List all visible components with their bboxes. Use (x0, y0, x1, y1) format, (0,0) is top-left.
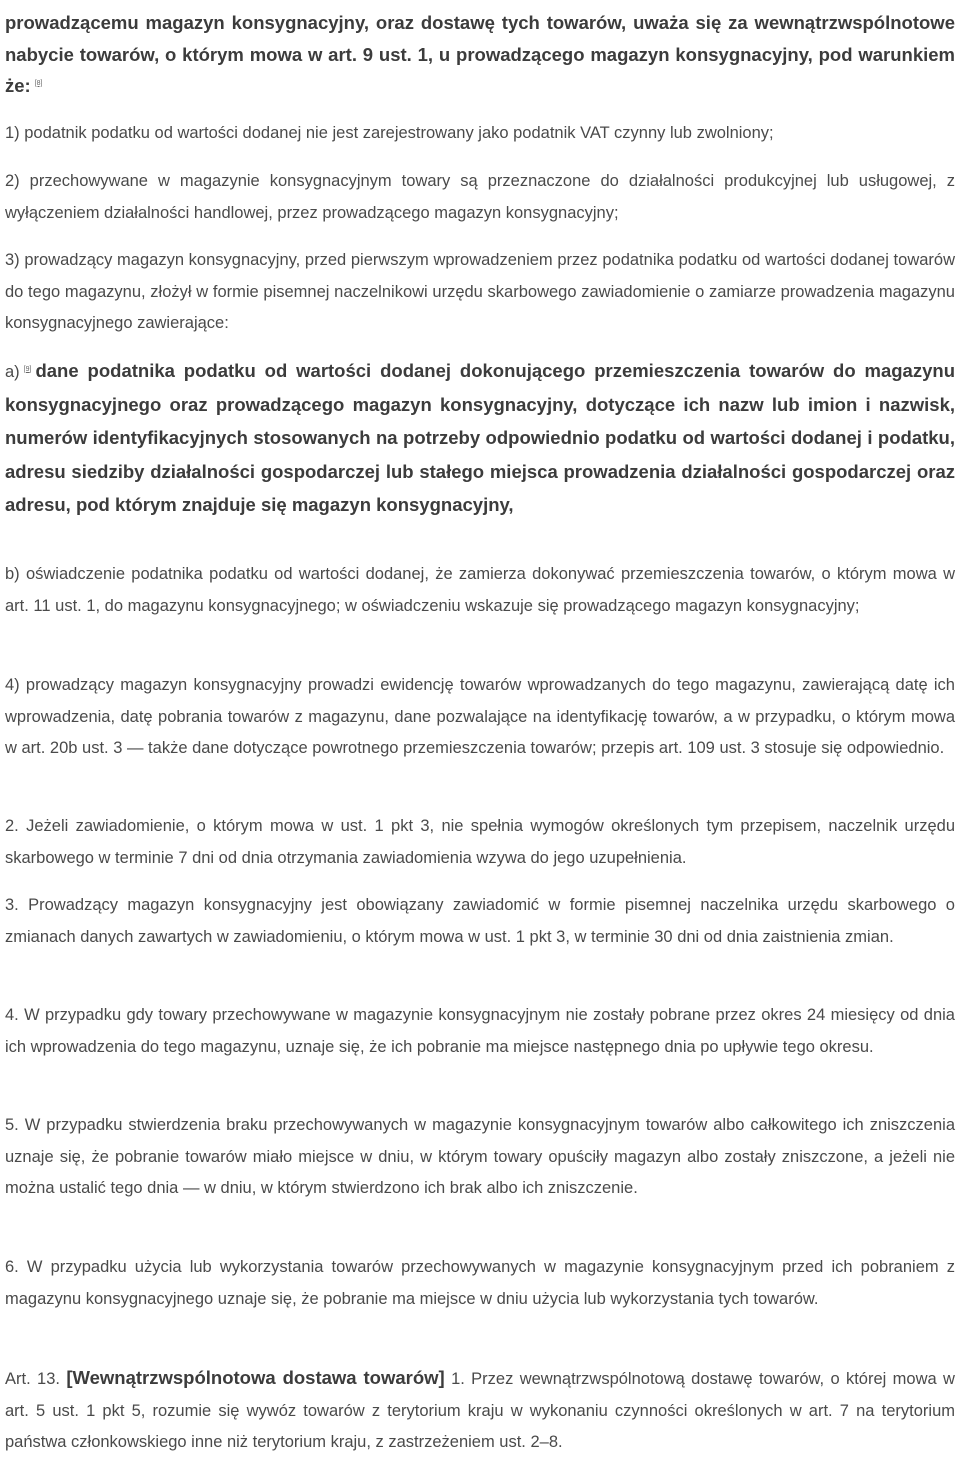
point-4: 4) prowadzący magazyn konsygnacyjny prowadzi ewidencję towarów wprowadzanych do tego magazynu, zawierającą datę ich wprowadzenia, datę pobrania towarów z magazynu, dane pozwalające na identyfikację towarów, a w przypadku, o którym mowa w art. 20b ust. 3 — także dane dotyczące powrotnego przemieszczenia towarów; przepis art. 109 ust. 3 stosuje się odpowiednio. (5, 676, 955, 757)
article-13-title: [Wewnątrzwspólnotowa dostawa towarów] (66, 1367, 445, 1388)
intro-text: prowadzącemu magazyn konsygnacyjny, oraz dostawę tych towarów, uważa się za wewnątrzwspólnotowe nabycie towarów, o którym mowa w art. 9 ust. 1, u prowadzącego magazyn konsygnacyjny, pod warunkiem że: (5, 12, 955, 96)
section-2: 2. Jeżeli zawiadomienie, o którym mowa w ust. 1 pkt 3, nie spełnia wymogów określonych tym przepisem, naczelnik urzędu skarbowego w terminie 7 dni od dnia otrzymania zawiadomienia wzywa do jego uzupełnienia. (5, 817, 955, 867)
section-4: 4. W przypadku gdy towary przechowywane w magazynie konsygnacyjnym nie zostały pobrane przez okres 24 miesięcy od dnia ich wprowadzenia do tego magazynu, uznaje się, że ich pobranie ma miejsce następnego dnia po upływie tego okresu. (5, 1006, 955, 1056)
intro-paragraph (5, 7, 955, 102)
footnote-link-8[interactable]: [8] (34, 79, 43, 87)
footnote-link-9[interactable]: [9] (23, 365, 32, 373)
point-2: 2) przechowywane w magazynie konsygnacyjnym towary są przeznaczone do działalności produkcyjnej lub usługowej, z wyłączeniem działalności handlowej, przez prowadzącego magazyn konsygnacyjny; (5, 172, 955, 222)
point-a (5, 355, 955, 523)
point-3: 3) prowadzący magazyn konsygnacyjny, przed pierwszym wprowadzeniem przez podatnika podatku od wartości dodanej towarów do tego magazynu, złożył w formie pisemnej naczelnikowi urzędu skarbowego zawiadomienie o zamiarze prowadzenia magazynu konsygnacyjnego zawierające: (5, 251, 955, 332)
article-13 (5, 1362, 955, 1459)
point-b: b) oświadczenie podatnika podatku od wartości dodanej, że zamierza dokonywać przemieszczenia towarów, o którym mowa w art. 11 ust. 1, do magazynu konsygnacyjnego; w oświadczeniu wskazuje się prowadzącego magazyn konsygnacyjny; (5, 565, 955, 615)
section-5: 5. W przypadku stwierdzenia braku przechowywanych w magazynie konsygnacyjnym towarów albo całkowitego ich zniszczenia uznaje się, że pobranie towarów miało miejsce w dniu, w którym towary opuściły magazyn albo zostały zniszczone, a jeżeli nie można ustalić tego dnia — w dniu, w którym stwierdzono ich brak albo ich zniszczenie. (5, 1116, 955, 1197)
section-3: 3. Prowadzący magazyn konsygnacyjny jest obowiązany zawiadomić w formie pisemnej naczelnika urzędu skarbowego o zmianach danych zawartych w zawiadomieniu, o którym mowa w ust. 1 pkt 3, w terminie 30 dni od dnia zaistnienia zmian. (5, 896, 955, 946)
article-13-text: 1. Przez wewnątrzwspólnotową dostawę towarów, o której mowa w art. 5 ust. 1 pkt 5, rozumie się wywóz towarów z terytorium kraju w wykonaniu czynności określonych w art. 7 na terytorium państwa członkowskiego inne niż terytorium kraju, z zastrzeżeniem ust. 2–8. (5, 1370, 955, 1451)
point-1: 1) podatnik podatku od wartości dodanej nie jest zarejestrowany jako podatnik VAT czynny lub zwolniony; (5, 124, 774, 142)
point-a-prefix: a) (5, 363, 20, 381)
point-a-text: dane podatnika podatku od wartości dodanej dokonującego przemieszczenia towarów do magazynu konsygnacyjnego oraz prowadzącego magazyn konsygnacyjny, dotyczące ich nazw lub imion i nazwisk, numerów identyfikacyjnych stosowanych na potrzeby odpowiednio podatku od wartości dodanej i podatku, adresu siedziby działalności gospodarczej lub stałego miejsca prowadzenia działalności gospodarczej oraz adresu, pod którym znajduje się magazyn konsygnacyjny, (5, 360, 955, 515)
article-13-label: Art. 13. (5, 1370, 60, 1388)
section-6: 6. W przypadku użycia lub wykorzystania towarów przechowywanych w magazynie konsygnacyjnym przed ich pobraniem z magazynu konsygnacyjnego uznaje się, że pobranie ma miejsce w dniu użycia lub wykorzystania tych towarów. (5, 1258, 955, 1308)
